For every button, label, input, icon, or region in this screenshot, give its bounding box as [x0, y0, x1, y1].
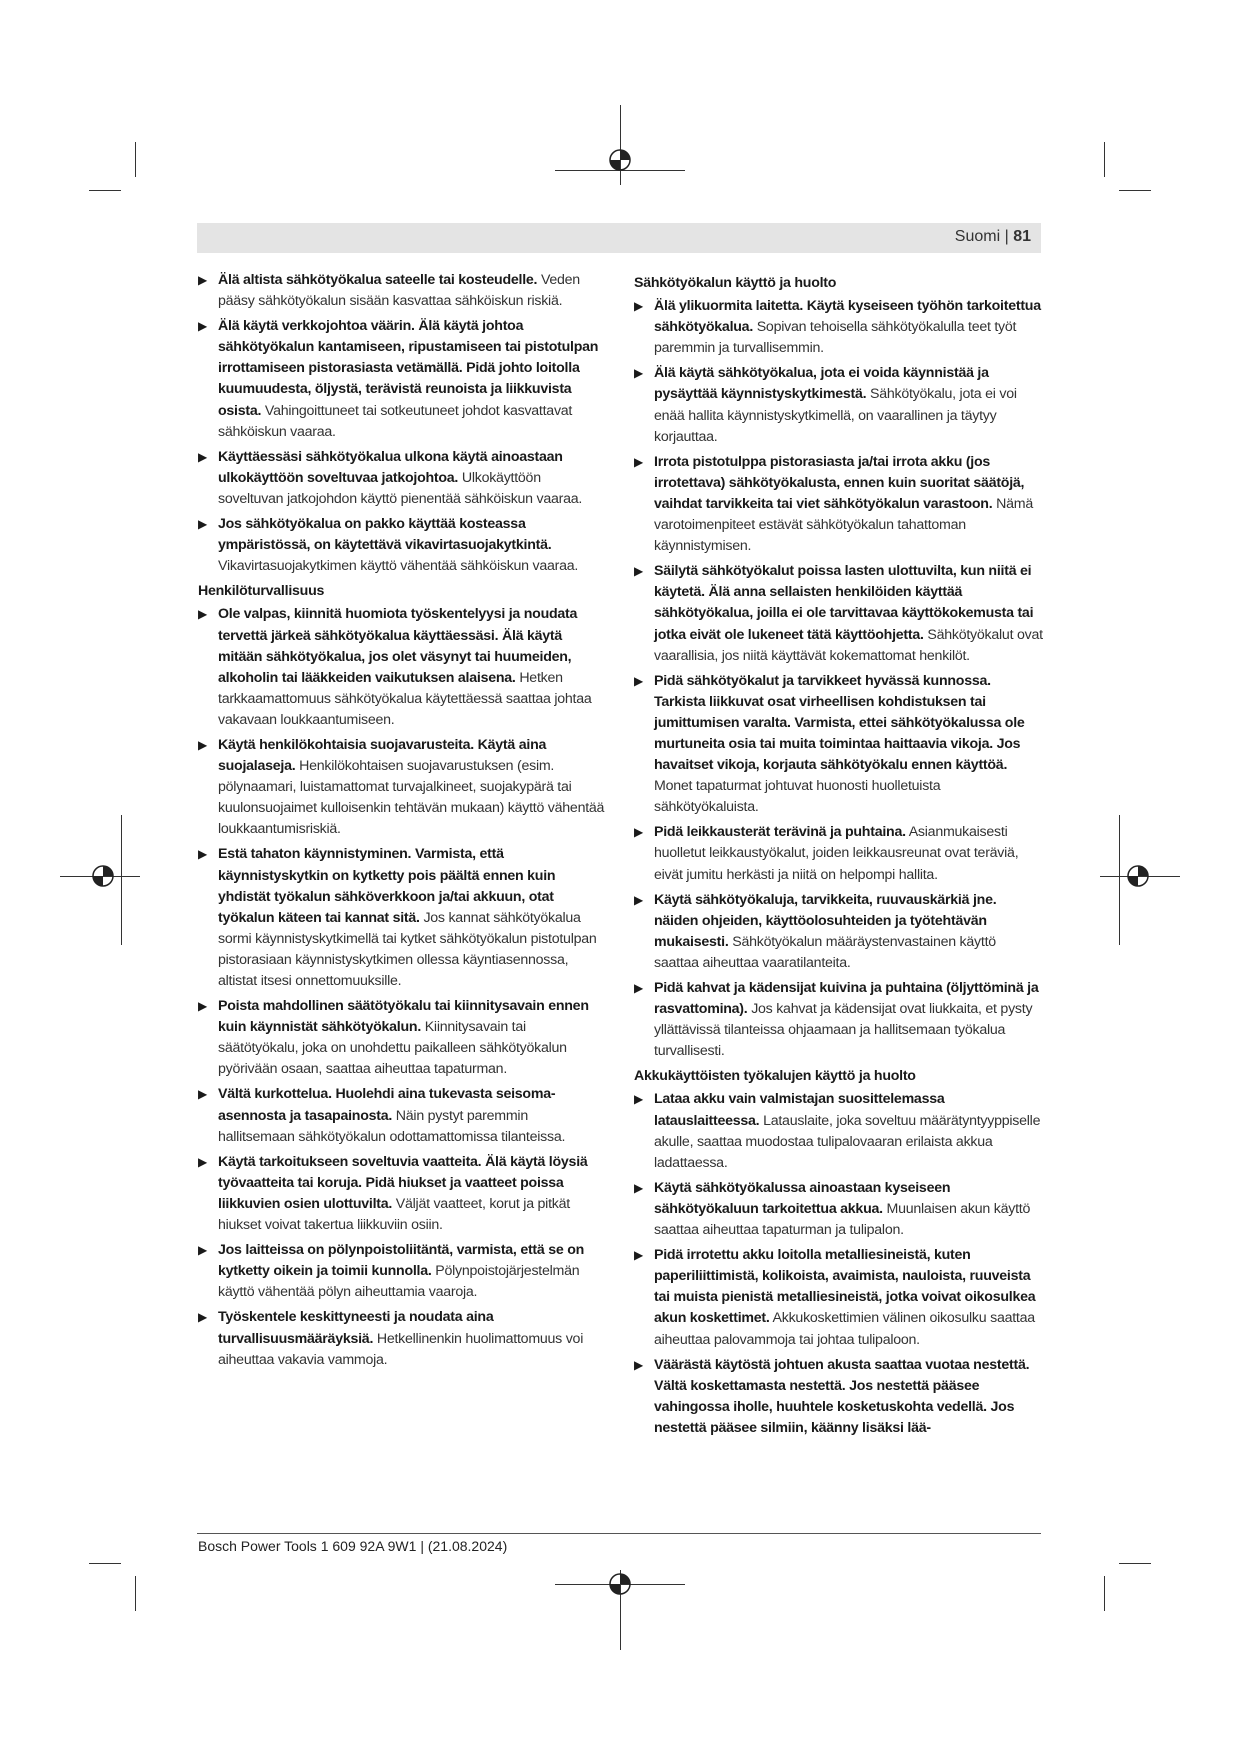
list-item [634, 296, 1044, 359]
bullet-triangle-icon: ▶ [198, 273, 207, 287]
crop-mark [1104, 142, 1105, 177]
bullet-triangle-icon: ▶ [198, 1154, 207, 1169]
bullet-triangle-icon: ▶ [198, 607, 207, 622]
header-separator: | [1004, 228, 1009, 245]
bullet-triangle-icon: ▶ [634, 564, 643, 579]
list-item-bold-text: Irrota pistotulppa pistorasiasta ja/tai irrota akku (jos irrotettava) sähkötyökalusta, ennen kuin suoritat säätöjä, vaihdat tarvikkeita tai viet sähkötyökalun varastoon. [654, 453, 1025, 512]
bullet-triangle-icon: ▶ [634, 454, 643, 469]
list-item-text: Ulkokäyttöön soveltuvan jatkojohdon käyttö pienentää sähköiskun vaaraa. [218, 469, 583, 507]
list-item-text: Akkukoskettimien välinen oikosulku saattaa aiheuttaa palovammoja tai johtaa tulipaloon. [654, 1310, 1035, 1348]
list-item-text: Sähkötyökalun määräystenvastainen käyttö saattaa aiheuttaa vaaratilanteita. [654, 933, 996, 971]
bullet-triangle-icon: ▶ [198, 319, 207, 334]
bullet-triangle-icon: ▶ [634, 366, 643, 381]
list-item [198, 996, 608, 1080]
list-item [634, 452, 1044, 557]
bullet-triangle-icon: ▶ [634, 825, 643, 840]
bullet-triangle-icon: ▶ [634, 892, 643, 907]
list-item [634, 1245, 1044, 1350]
list-item [198, 447, 608, 510]
list-item-bold-text: Älä ylikuormita laitetta. Käytä kyseiseen työhön tarkoitettua sähkötyökalua. [654, 298, 1041, 336]
list-item-bold-text: Käyttäessäsi sähkötyökalua ulkona käytä ainoastaan ulkokäyttöön soveltuvaa jatkojohtoa. [218, 448, 563, 486]
bullet-triangle-icon: ▶ [634, 1248, 643, 1263]
section-heading: Henkilöturvallisuus [198, 583, 325, 600]
list-item-bold-text: Älä käytä verkkojohtoa väärin. Älä käytä johtoa sähkötyökalun kantamiseen, ripustamiseen tai pistotulpan irrottamiseen pistorasiasta vetämällä. Pidä johto loitolla kuumuudesta, öljystä, terävistä reunoista ja liikkuvista osista. [218, 318, 599, 419]
list-item-bold-text: Estä tahaton käynnistyminen. Varmista, että käynnistyskytkin on kytketty pois päältä ennen kuin yhdistät työkalun sähköverkkoon ja/tai akkuun, otat työkalun käteen tai kannat sitä. [218, 846, 556, 926]
list-item [198, 1240, 608, 1303]
page-header [197, 223, 1041, 253]
list-item-text: Sähkötyökalu, jota ei voi enää hallita käynnistyskytkimellä, on vaarallinen ja täytyy korjauttaa. [654, 386, 1017, 445]
list-item [198, 1152, 608, 1236]
bullet-triangle-icon: ▶ [634, 1180, 643, 1195]
list-item [634, 561, 1044, 666]
list-item [198, 844, 608, 992]
right-list-1 [634, 296, 1044, 1062]
bullet-triangle-icon: ▶ [198, 517, 207, 532]
list-item-text: Hetken tarkkaamattomuus sähkötyökalua käytettäessä saattaa johtaa vakavaan loukkaantumiseen. [218, 669, 592, 728]
crop-mark [1119, 1563, 1151, 1564]
registration-line [620, 105, 621, 185]
list-item-bold-text: Ole valpas, kiinnitä huomiota työskentelyysi ja noudata tervettä järkeä sähkötyökalua käyttäessäsi. Älä käytä mitään sähkötyökalua, jos olet väsynyt tai huumeiden, alkoholin tai lääkkeiden vaikutuksen alaisena. [218, 606, 578, 686]
list-item [634, 822, 1044, 885]
list-item-bold-text: Pidä irrotettu akku loitolla metalliesineistä, kuten paperiliittimistä, kolikoista, avaimista, nauloista, ruuveista tai muista pienistä metalliesineistä, jotka voivat oikosulkea akun koskettimet. [654, 1247, 1036, 1327]
page-header-title [955, 228, 1031, 246]
list-item [198, 735, 608, 840]
list-item-bold-text: Väärästä käytöstä johtuen akusta saattaa vuotaa nestettä. Vältä koskettamasta nestettä. Jos nestettä pääsee vahingossa iholle, huuhtele kosketuskohta vedellä. Jos nestettä pääsee silmiin, käänny lisäksi lää- [654, 1356, 1030, 1436]
list-item-bold-text: Vältä kurkottelua. Huolehdi aina tukevasta seisoma-asennosta ja tasapainosta. [218, 1086, 556, 1124]
list-item-text: Sopivan tehoisella sähkötyökalulla teet työt paremmin ja turvallisemmin. [654, 319, 1017, 357]
list-item-bold-text: Käytä henkilökohtaisia suojavarusteita. Käytä aina suojalaseja. [218, 736, 547, 775]
list-item [634, 363, 1044, 447]
right-column [634, 270, 1044, 1443]
bullet-triangle-icon: ▶ [198, 1087, 207, 1102]
list-item-text: Näin pystyt paremmin hallitsemaan sähkötyökalun odottamattomissa tilanteissa. [218, 1107, 566, 1145]
list-item-text: Väljät vaatteet, korut ja pitkät hiukset voivat takertua liikkuviin osiin. [218, 1195, 570, 1234]
crop-mark [1104, 1576, 1105, 1611]
bullet-triangle-icon: ▶ [198, 737, 207, 752]
page-number: 81 [1013, 228, 1031, 245]
registration-line [1119, 815, 1120, 945]
list-item-text: Veden pääsy sähkötyökalun sisään kasvattaa sähköiskun riskiä. [218, 272, 580, 310]
list-item [634, 1355, 1044, 1439]
list-item-bold-text: Säilytä sähkötyökalut poissa lasten ulottuvilta, kun niitä ei käytetä. Älä anna sellaisten henkilöiden käyttää sähkötyökalua, joilla ei ole tarvittavaa käyttökokemusta tai jotka eivät ole lukeneet tätä käyttöohjetta. [654, 563, 1034, 643]
registration-line [121, 815, 122, 945]
list-item-bold-text: Pidä sähkötyökalut ja tarvikkeet hyvässä kunnossa. Tarkista liikkuvat osat virheellisen kohdistuksen tai jumittumisen varalta. Varmista, ettei sähkötyökalussa ole murtuneita osia tai muita toimintaa haittaavia vikoja. Jos havaitset vikoja, korjauta sähkötyökalu ennen käyttöä. [654, 672, 1025, 774]
list-item [634, 1178, 1044, 1241]
list-item-bold-text: Jos laitteissa on pölynpoistoliitäntä, varmista, että se on kytketty oikein ja toimii kunnolla. [218, 1242, 585, 1280]
list-item-text: Latauslaite, joka soveltuu määrätyntyyppiselle akulle, saattaa muodostaa tulipalovaaran erilaista akkua ladattaessa. [654, 1112, 1041, 1171]
list-item [198, 270, 608, 312]
list-item [634, 1089, 1044, 1173]
bullet-triangle-icon: ▶ [634, 299, 643, 314]
list-item-text: Monet tapaturmat johtuvat huonosti huolletuista sähkötyökaluista. [654, 778, 941, 816]
list-item-bold-text: Käytä sähkötyökalussa ainoastaan kyseiseen sähkötyökaluun tarkoitettua akkua. [654, 1179, 951, 1217]
list-item-bold-text: Pidä leikkausterät terävinä ja puhtaina. [654, 824, 906, 841]
list-item-text: Hetkellinenkin huolimattomuus voi aiheuttaa vakavia vammoja. [218, 1330, 584, 1368]
bullet-triangle-icon: ▶ [198, 449, 207, 464]
list-item [634, 671, 1044, 819]
registration-target-icon [1126, 864, 1150, 888]
bullet-triangle-icon: ▶ [634, 673, 643, 688]
list-item-bold-text: Työskentele keskittyneesti ja noudata aina turvallisuusmääräyksiä. [218, 1309, 494, 1347]
registration-target-icon [608, 148, 632, 172]
list-item-bold-text: Pidä kahvat ja kädensijat kuivina ja puhtaina (öljyttöminä ja rasvattomina). [654, 980, 1039, 1018]
bullet-triangle-icon: ▶ [198, 1243, 207, 1258]
list-item-bold-text: Älä altista sähkötyökalua sateelle tai kosteudelle. [218, 272, 538, 288]
bullet-triangle-icon: ▶ [198, 999, 207, 1014]
list-item-text: Vikavirtasuojakytkimen käyttö vähentää sähköiskun vaaraa. [218, 558, 579, 575]
left-list-top [198, 270, 608, 577]
bullet-triangle-icon: ▶ [198, 847, 207, 862]
list-item-text: Pölynpoistojärjestelmän käyttö vähentää pölyn aiheuttamia vaaroja. [218, 1263, 580, 1301]
list-item-text: Sähkötyökalut ovat vaarallisia, jos niitä käyttävät kokemattomat henkilöt. [654, 626, 1043, 664]
list-item [198, 604, 608, 731]
list-item [634, 890, 1044, 974]
list-item-text: Jos kahvat ja kädensijat ovat liukkaita, et pysty yllättävissä tilanteissa ohjaamaan ja hallitsemaan työkalua turvallisesti. [654, 1001, 1033, 1060]
list-item-text: Nämä varotoimenpiteet estävät sähkötyökalun tahattoman käynnistymisen. [654, 495, 1033, 555]
left-column [198, 270, 608, 1375]
list-item-bold-text: Jos sähkötyökalua on pakko käyttää kosteassa ympäristössä, on käytettävä vikavirtasuojakytkintä. [218, 516, 552, 554]
list-item [634, 978, 1044, 1062]
bullet-triangle-icon: ▶ [634, 1357, 643, 1372]
list-item-bold-text: Lataa akku vain valmistajan suosittelemassa latauslaitteessa. [654, 1091, 945, 1129]
footer-divider [197, 1533, 1041, 1534]
list-item-text: Jos kannat sähkötyökalua sormi käynnistyskytkimellä tai kytket sähkötyökalun pistotulpan pistorasiaan käynnistyskytkimen ollessa käyntiasennossa, altistat itsesi onnettomuuksille. [218, 909, 597, 989]
list-item [198, 316, 608, 443]
list-item-text: Asianmukaisesti huolletut leikkaustyökalut, joiden leikkausreunat ovat teräviä, eivät jumitu herkästi ja niitä on helpompi hallita. [654, 824, 1019, 883]
bullet-triangle-icon: ▶ [634, 981, 643, 995]
crop-mark [89, 1563, 121, 1564]
list-item-bold-text: Älä käytä sähkötyökalua, jota ei voida käynnistää ja pysäyttää käynnistyskytkimestä. [654, 365, 989, 403]
crop-mark [1119, 190, 1151, 191]
page-footer: Bosch Power Tools 1 609 92A 9W1 | (21.08.2024) [198, 1538, 508, 1554]
section-heading: Akkukäyttöisten työkalujen käyttö ja huolto [634, 1068, 916, 1085]
list-item-text: Vahingoittuneet tai sotkeutuneet johdot kasvattavat sähköiskun vaaraa. [218, 402, 573, 440]
list-item [198, 1307, 608, 1370]
bullet-triangle-icon: ▶ [198, 1310, 207, 1325]
list-item-bold-text: Käytä sähkötyökaluja, tarvikkeita, ruuvauskärkiä jne. näiden ohjeiden, käyttöolosuhteiden ja työtehtävän mukaisesti. [654, 891, 997, 950]
crop-mark [135, 142, 136, 177]
list-item-bold-text: Käytä tarkoitukseen soveltuvia vaatteita. Älä käytä löysiä työvaatteita tai koruja. Pidä hiukset ja vaatteet poissa liikkuvien osien ulottuvilta. [218, 1153, 588, 1212]
left-list-bottom [198, 604, 608, 1370]
list-item-text: Kiinnitysavain tai säätötyökalu, joka on unohdettu paikalleen sähkötyökalun pyörivään osaan, saattaa aiheuttaa tapaturman. [218, 1019, 567, 1078]
registration-target-icon [91, 864, 115, 888]
crop-mark [89, 190, 121, 191]
crop-mark [135, 1576, 136, 1611]
list-item-bold-text: Poista mahdollinen säätötyökalu tai kiinnitysavain ennen kuin käynnistät sähkötyökalun. [218, 998, 589, 1036]
list-item [198, 514, 608, 577]
right-list-2 [634, 1089, 1044, 1439]
registration-target-icon [608, 1572, 632, 1596]
bullet-triangle-icon: ▶ [634, 1092, 643, 1107]
header-language: Suomi [954, 228, 1001, 245]
list-item-text: Muunlaisen akun käyttö saattaa aiheuttaa tapaturman ja tulipalon. [654, 1200, 1031, 1239]
list-item-text: Henkilökohtaisen suojavarustuksen (esim. pölynaamari, luistamattomat turvajalkineet, suojakypärä tai kuulonsuojaimet kulloisenkin tehtävän mukaan) käyttö vähentää loukkaantumisriskiä. [218, 758, 605, 838]
list-item [198, 1084, 608, 1147]
section-heading: Sähkötyökalun käyttö ja huolto [634, 275, 837, 291]
